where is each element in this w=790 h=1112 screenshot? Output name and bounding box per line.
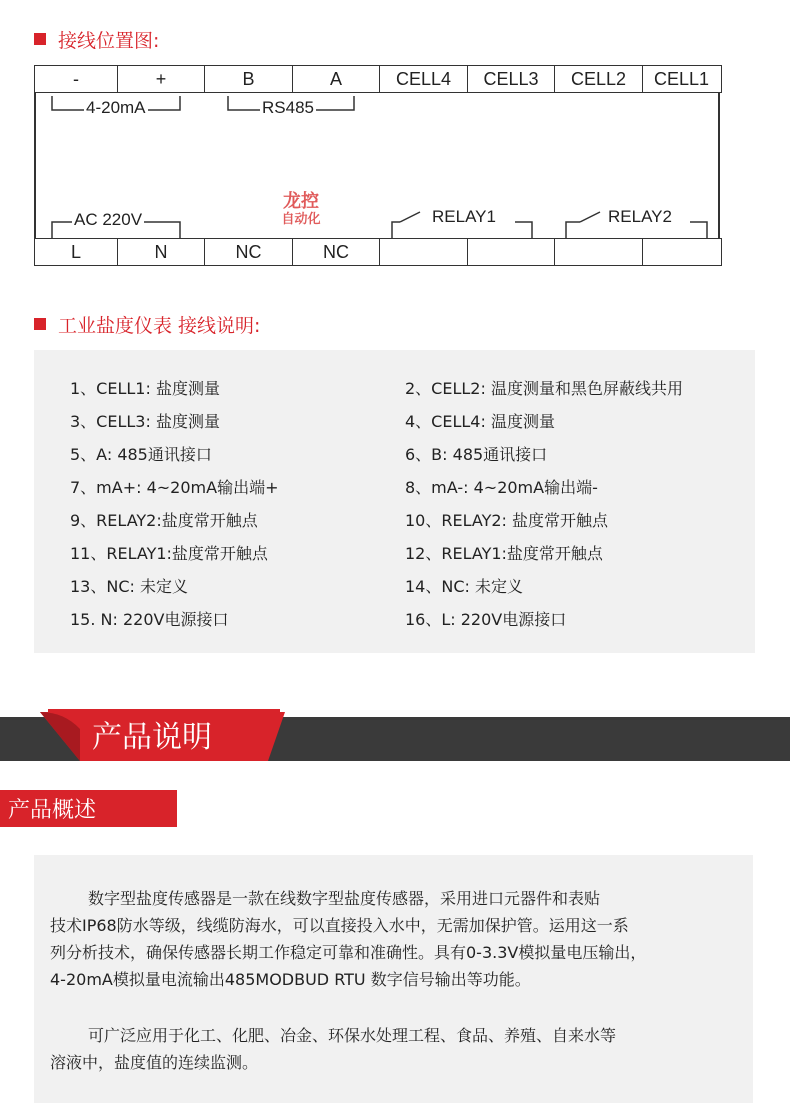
instruction-item: 3、CELL3: 盐度测量 [70,412,220,431]
watermark-logo [272,192,330,238]
instruction-item: 16、L: 220V电源接口 [405,610,567,629]
terminal-nc-2: NC [292,238,381,266]
instruction-item: 15. N: 220V电源接口 [70,610,229,629]
terminal-cell2: CELL2 [554,65,643,93]
banner-title: 产品说明 [92,720,212,755]
instruction-item: 7、mA+: 4~20mA输出端+ [70,478,279,497]
terminal-cell3: CELL3 [467,65,556,93]
terminal-l: L [34,238,118,266]
overview-title: 产品概述 [8,798,97,823]
terminal-n: N [117,238,206,266]
overview-paragraph-2 [50,1022,750,1076]
instruction-item: 2、CELL2: 温度测量和黑色屏蔽线共用 [405,379,683,398]
bracket-label-rs485: RS485 [262,98,314,117]
instruction-item: 4、CELL4: 温度测量 [405,412,555,431]
instruction-item: 11、RELAY1:盐度常开触点 [70,544,268,563]
paragraph-line: 技术IP68防水等级，线缆防海水，可以直接投入水中，无需加保护管。运用这一系 [50,916,629,935]
terminal-a: A [292,65,381,93]
instruction-item: 13、NC: 未定义 [70,577,188,596]
paragraph-line: 可广泛应用于化工、化肥、冶金、环保水处理工程、食品、养殖、自来水等 [88,1026,617,1045]
paragraph-line: 4-20mA模拟量电流输出485MODBUD RTU 数字信号输出等功能。 [50,970,531,989]
bracket-label-relay1: RELAY1 [432,207,496,226]
terminal-ma-minus: - [34,65,118,93]
bracket-label-relay2: RELAY2 [608,207,672,226]
watermark-line2: 自动化 [281,211,321,227]
instructions-section-title: 工业盐度仪表 接线说明: [58,315,261,337]
terminal-cell4: CELL4 [379,65,468,93]
terminal-cell1: CELL1 [642,65,722,93]
overview-paragraph-1 [50,885,750,993]
paragraph-line: 数字型盐度传感器是一款在线数字型盐度传感器，采用进口元器件和表贴 [88,889,601,908]
paragraph-line: 列分析技术，确保传感器长期工作稳定可靠和准确性。具有0-3.3V模拟量电压输出， [50,943,647,962]
instruction-item: 6、B: 485通讯接口 [405,445,548,464]
terminal-b: B [204,65,293,93]
bracket-lines [0,0,790,300]
instruction-item: 5、A: 485通讯接口 [70,445,212,464]
watermark-line1: 龙控 [283,191,319,212]
instruction-item: 8、mA-: 4~20mA输出端- [405,478,598,497]
bracket-label-ac: AC 220V [74,210,143,229]
bracket-label-ma: 4-20mA [86,98,146,117]
instruction-item: 10、RELAY2: 盐度常开触点 [405,511,609,530]
instruction-item: 1、CELL1: 盐度测量 [70,379,220,398]
wiring-section-title: 接线位置图: [58,30,160,52]
instruction-item: 12、RELAY1:盐度常开触点 [405,544,603,563]
instruction-item: 14、NC: 未定义 [405,577,523,596]
instruction-item: 9、RELAY2:盐度常开触点 [70,511,258,530]
terminal-ma-plus: + [117,65,206,93]
paragraph-line: 溶液中，盐度值的连续监测。 [50,1053,259,1072]
section-marker [34,318,46,330]
terminal-nc-1: NC [204,238,293,266]
